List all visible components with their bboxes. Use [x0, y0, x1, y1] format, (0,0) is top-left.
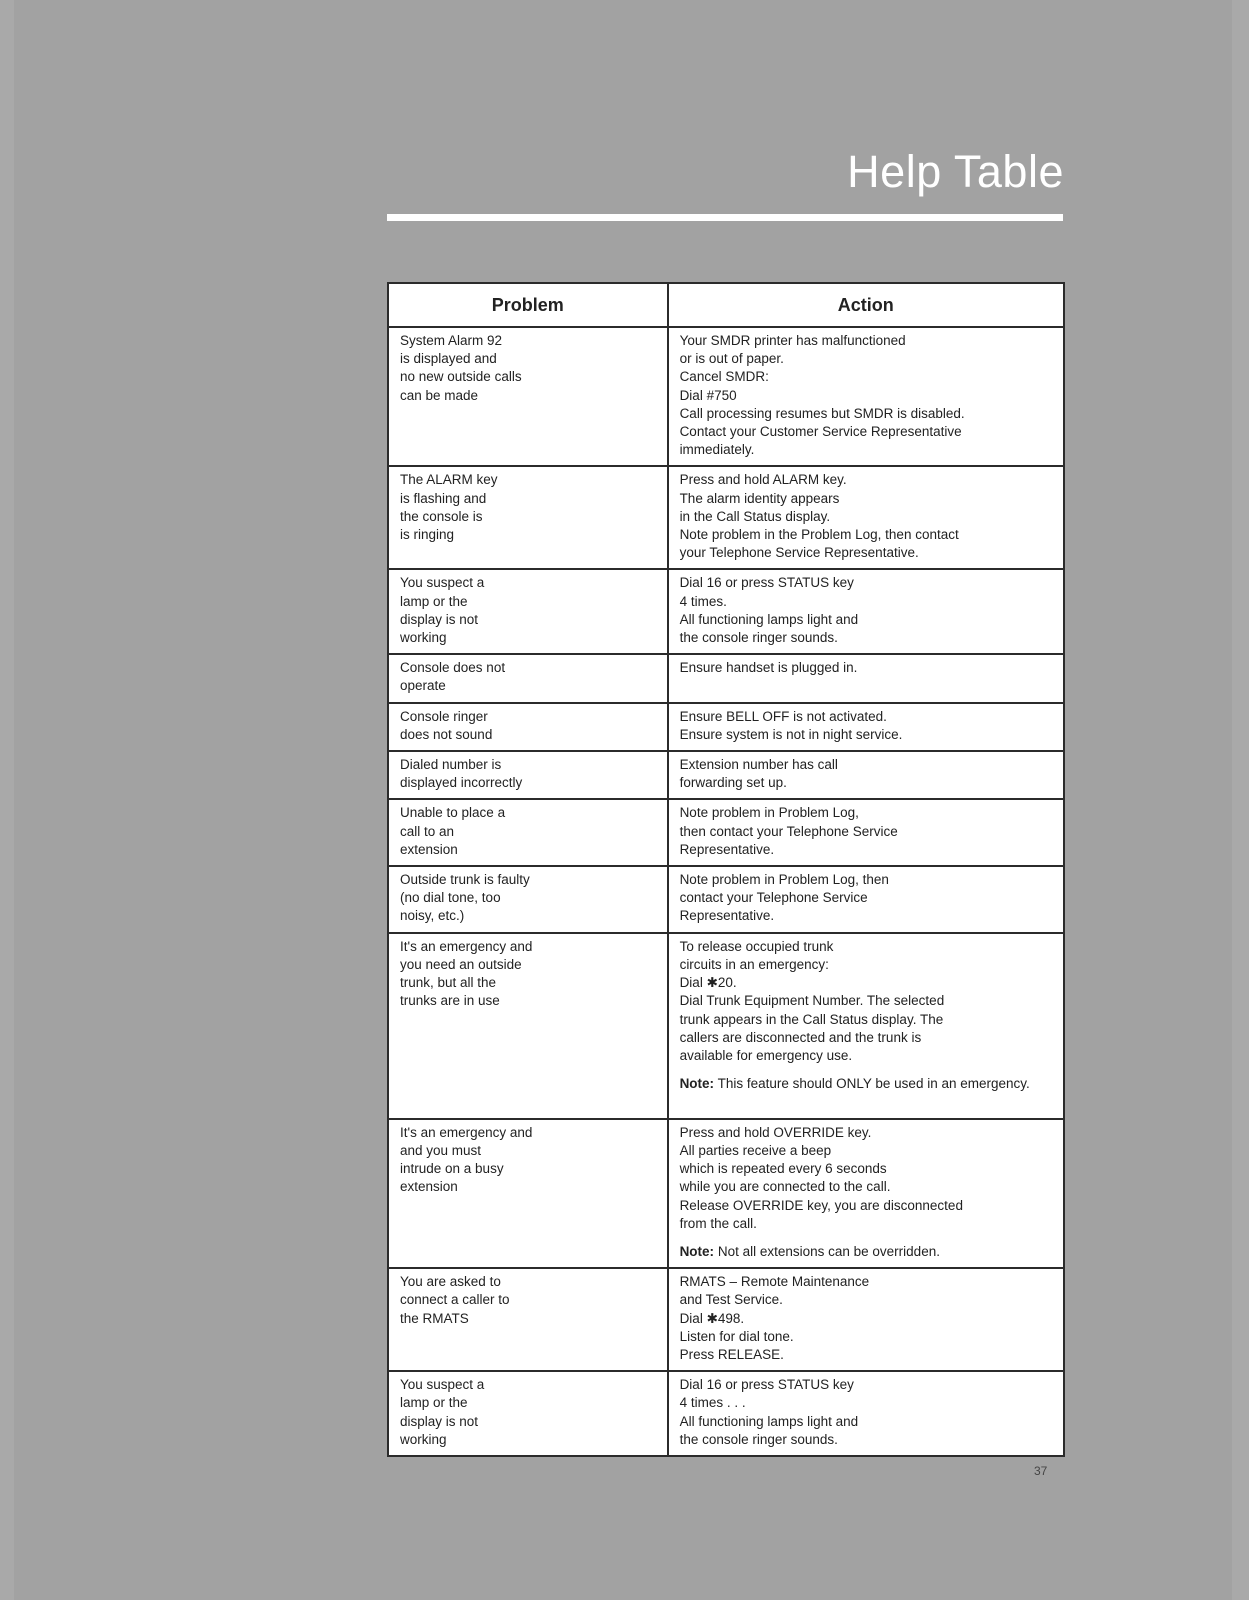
table-row	[388, 1268, 1064, 1371]
action-text: Press and hold ALARM key. The alarm identity appears in the Call Status display. Note problem in the Problem Log, then contact your Telephone Service Representative.	[679, 472, 959, 561]
note-label: Note:	[679, 1243, 715, 1259]
table-row	[388, 654, 1064, 702]
table-row	[388, 327, 1064, 466]
action-cell	[668, 1371, 1064, 1456]
problem-cell: Dialed number is displayed incorrectly	[388, 751, 668, 799]
table-row	[388, 703, 1064, 751]
table-header-row	[388, 283, 1064, 327]
action-cell	[668, 866, 1064, 933]
action-text: Dial 16 or press STATUS key 4 times . . . All functioning lamps light and the console ringer sounds.	[679, 1377, 859, 1447]
action-cell	[668, 703, 1064, 751]
problem-cell: System Alarm 92 is displayed and no new outside calls can be made	[388, 327, 668, 466]
table-row	[388, 799, 1064, 866]
problem-column-header: Problem	[388, 283, 668, 327]
problem-cell: You suspect a lamp or the display is not working	[388, 569, 668, 654]
note-text: Not all extensions can be overridden.	[717, 1243, 940, 1259]
action-text: Your SMDR printer has malfunctioned or is out of paper. Cancel SMDR: Dial #750 Call processing resumes but SMDR is disabled. Contact your Customer Service Representative immediately.	[679, 333, 965, 458]
action-text: Note problem in Problem Log, then contact your Telephone Service Representative.	[679, 805, 898, 857]
table-row	[388, 1119, 1064, 1268]
title-rule	[387, 214, 1063, 221]
table-row	[388, 751, 1064, 799]
action-note	[680, 1243, 1053, 1261]
action-column-header: Action	[668, 283, 1064, 327]
action-cell	[668, 751, 1064, 799]
action-cell	[668, 933, 1064, 1119]
action-text: To release occupied trunk circuits in an emergency: Dial ✱20. Dial Trunk Equipment Number. The selected trunk appears in the Call Status display. The callers are disconnected and the trunk is available for emergency use.	[679, 938, 945, 1063]
problem-cell: The ALARM key is flashing and the console is is ringing	[388, 466, 668, 569]
action-cell	[668, 654, 1064, 702]
table-row	[388, 933, 1064, 1119]
action-cell	[668, 569, 1064, 654]
table-row	[388, 569, 1064, 654]
action-text: Note problem in Problem Log, then contact your Telephone Service Representative.	[679, 872, 889, 924]
action-cell	[668, 799, 1064, 866]
problem-cell: Unable to place a call to an extension	[388, 799, 668, 866]
help-table-body	[388, 327, 1064, 1456]
action-text: Dial 16 or press STATUS key 4 times. All functioning lamps light and the console ringer sounds.	[679, 575, 859, 646]
action-cell	[668, 327, 1064, 466]
problem-cell: It's an emergency and and you must intrude on a busy extension	[388, 1119, 668, 1268]
problem-cell: Outside trunk is faulty (no dial tone, too noisy, etc.)	[388, 866, 668, 933]
problem-cell: Console does not operate	[388, 654, 668, 702]
action-cell	[668, 466, 1064, 569]
help-table	[387, 282, 1065, 1457]
action-cell	[668, 1268, 1064, 1371]
action-text: RMATS – Remote Maintenance and Test Service. Dial ✱498. Listen for dial tone. Press RELEASE.	[679, 1274, 870, 1362]
action-cell	[668, 1119, 1064, 1268]
page-number: 37	[1034, 1464, 1048, 1478]
page-title: Help Table	[847, 146, 1064, 197]
problem-cell: You are asked to connect a caller to the RMATS	[388, 1268, 668, 1371]
action-text: Extension number has call forwarding set up.	[679, 757, 838, 791]
manual-page	[14, 0, 1232, 1600]
problem-cell: It's an emergency and you need an outside trunk, but all the trunks are in use	[388, 933, 668, 1119]
action-text: Ensure BELL OFF is not activated. Ensure system is not in night service.	[679, 708, 903, 742]
problem-cell: Console ringer does not sound	[388, 703, 668, 751]
table-row	[388, 1371, 1064, 1456]
action-text: Ensure handset is plugged in.	[679, 660, 858, 676]
note-text: This feature should ONLY be used in an emergency.	[717, 1076, 1030, 1092]
table-row	[388, 866, 1064, 933]
table-row	[388, 466, 1064, 569]
action-text: Press and hold OVERRIDE key. All parties receive a beep which is repeated every 6 seconds while you are connected to the call. Release OVERRIDE key, you are disconnected from the call.	[679, 1124, 963, 1231]
action-note	[680, 1075, 1053, 1093]
problem-cell: You suspect a lamp or the display is not working	[388, 1371, 668, 1456]
note-label: Note:	[679, 1076, 715, 1092]
